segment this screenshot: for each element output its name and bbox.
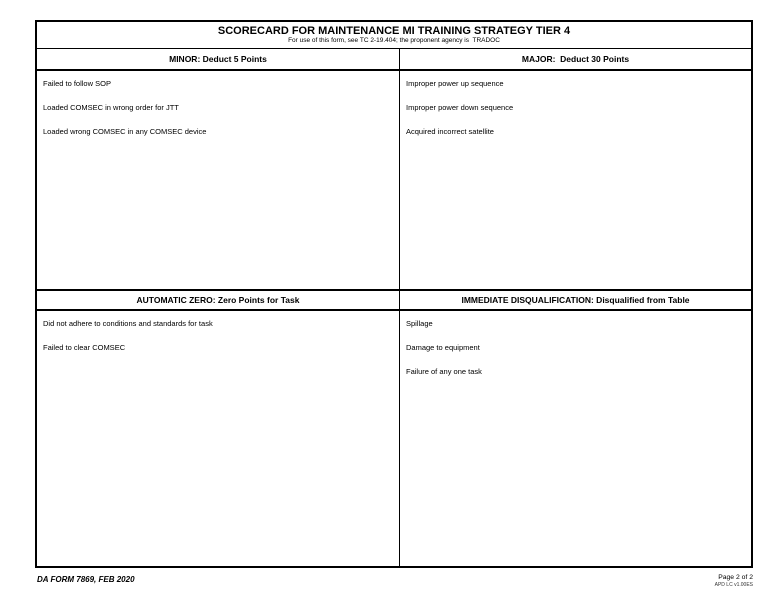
immediate-disqualification-item: Spillage xyxy=(406,319,433,328)
immediate-disqualification-section-cell xyxy=(400,311,751,566)
form-title-block xyxy=(37,22,751,49)
page-indicator: Page 2 of 2 xyxy=(718,574,753,581)
major-item: Acquired incorrect satellite xyxy=(406,127,494,136)
automatic-zero-item: Failed to clear COMSEC xyxy=(43,343,126,352)
form-version: APD LC v1.00ES xyxy=(714,582,753,588)
minor-item: Loaded wrong COMSEC in any COMSEC device xyxy=(43,127,207,136)
footer-right-block xyxy=(715,574,753,589)
automatic-zero-item: Did not adhere to conditions and standards for task xyxy=(43,319,213,328)
automatic-zero-section-header: AUTOMATIC ZERO: Zero Points for Task xyxy=(37,289,400,311)
form-title: SCORECARD FOR MAINTENANCE MI TRAINING STRATEGY TIER 4 xyxy=(217,25,571,37)
automatic-zero-section-cell xyxy=(37,311,400,566)
major-section-cell xyxy=(400,71,751,289)
major-item: Improper power up sequence xyxy=(406,79,504,88)
minor-section-header: MINOR: Deduct 5 Points xyxy=(37,49,400,71)
minor-item: Loaded COMSEC in wrong order for JTT xyxy=(43,103,179,112)
immediate-disqualification-item: Damage to equipment xyxy=(406,343,480,352)
minor-item: Failed to follow SOP xyxy=(43,79,111,88)
major-item: Improper power down sequence xyxy=(406,103,514,112)
scorecard-form xyxy=(35,20,753,568)
immediate-disqualification-item: Failure of any one task xyxy=(406,367,482,376)
major-section-header: MAJOR: Deduct 30 Points xyxy=(400,49,751,71)
form-subtitle: For use of this form, see TC 2-19.404; the proponent agency is TRADOC xyxy=(288,37,500,44)
minor-section-cell xyxy=(37,71,400,289)
scorecard-table xyxy=(37,49,751,566)
form-number: DA FORM 7869, FEB 2020 xyxy=(37,575,135,584)
immediate-disqualification-section-header: IMMEDIATE DISQUALIFICATION: Disqualified from Table xyxy=(400,289,751,311)
